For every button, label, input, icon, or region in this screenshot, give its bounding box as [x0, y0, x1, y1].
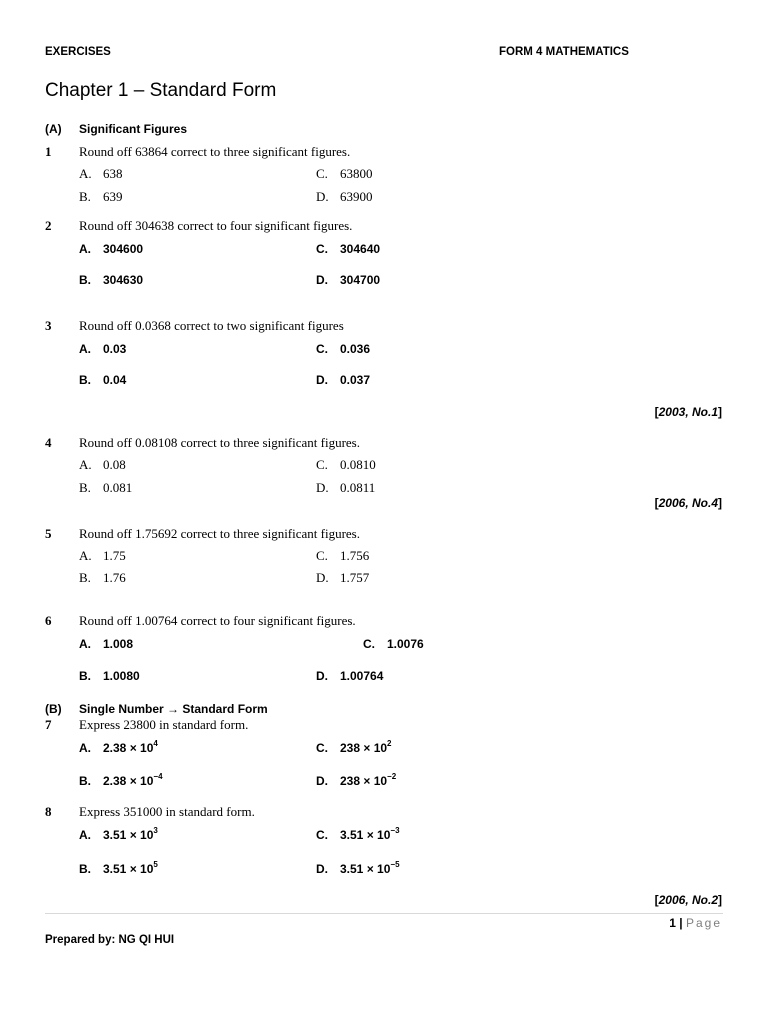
option-b: B. 639 [79, 189, 123, 204]
question-number: 3 [45, 318, 52, 333]
option-d: D. 304700 [316, 273, 381, 287]
page-title: Chapter 1 – Standard Form [45, 80, 277, 101]
option-c: C. $3.51 \times 10^{-3}$ [316, 826, 400, 842]
footer-divider [45, 913, 723, 914]
section-a-label: (A) [45, 122, 62, 136]
option-a: A. 1.75 [79, 548, 126, 563]
section-a-title: Significant Figures [79, 122, 188, 136]
option-c: C. 1.0076 [363, 637, 424, 651]
question-number: 2 [45, 218, 52, 233]
question-number: 7 [45, 717, 52, 732]
option-b: B. 0.04 [79, 373, 127, 387]
option-a: A. 0.03 [79, 342, 127, 356]
option-a: A. 0.08 [79, 457, 126, 472]
option-a: A. 1.008 [79, 637, 134, 651]
prepared-by: Prepared by: NG QI HUI [45, 934, 175, 946]
header-left: EXERCISES [45, 46, 111, 58]
option-c: C. 0.036 [316, 342, 371, 356]
option-d: D. 63900 [316, 189, 373, 204]
option-a: A. 638 [79, 166, 123, 181]
option-a: A. $2.38 \times 10^4$ [79, 739, 158, 755]
section-b-label: (B) [45, 702, 62, 716]
question-text: Round off 0.08108 correct to three significant figures. [79, 435, 360, 450]
option-a: A. 304600 [79, 242, 144, 256]
option-c: C. $238 \times 10^2$ [316, 739, 392, 755]
option-b: B. 1.76 [79, 570, 126, 585]
past-year-reference: [2006, No.4] [654, 496, 722, 510]
past-year-reference: [2003, No.1] [654, 405, 722, 419]
question-text: Express 351000 in standard form. [79, 804, 255, 819]
past-year-reference: [2006, No.2] [654, 893, 722, 907]
option-c: C. 304640 [316, 242, 381, 256]
question-number: 4 [45, 435, 52, 450]
option-a: A. $3.51 \times 10^3$ [79, 826, 158, 842]
option-d: D. 1.757 [316, 570, 370, 585]
header-right: FORM 4 MATHEMATICS [499, 46, 629, 58]
option-d: D. 0.0811 [316, 480, 376, 495]
option-d: D. 0.037 [316, 373, 371, 387]
question-text: Round off 63864 correct to three significant figures. [79, 144, 351, 159]
option-b: B. 304630 [79, 273, 144, 287]
option-c: C. 0.0810 [316, 457, 376, 472]
question-number: 1 [45, 144, 52, 159]
section-b-title: Single Number → Standard Form [79, 702, 268, 716]
option-b: B. $3.51 \times 10^5$ [79, 860, 158, 876]
question-text: Round off 0.0368 correct to two significant figures [79, 318, 344, 333]
question-number: 8 [45, 804, 52, 819]
option-c: C. 1.756 [316, 548, 370, 563]
question-text: Round off 1.00764 correct to four significant figures. [79, 613, 356, 628]
option-c: C. 63800 [316, 166, 373, 181]
page-number: 1 | Page [669, 916, 722, 930]
option-d: D. $3.51 \times 10^{-5}$ [316, 860, 400, 876]
question-number: 6 [45, 613, 52, 628]
question-text: Express 23800 in standard form. [79, 717, 249, 732]
option-b: B. 1.0080 [79, 669, 140, 683]
question-text: Round off 1.75692 correct to three significant figures. [79, 526, 360, 541]
question-number: 5 [45, 526, 52, 541]
option-b: B. 0.081 [79, 480, 133, 495]
question-text: Round off 304638 correct to four significant figures. [79, 218, 353, 233]
option-b: B. $2.38 \times 10^{-4}$ [79, 772, 163, 788]
option-d: D. $238 \times 10^{-2}$ [316, 772, 397, 788]
option-d: D. 1.00764 [316, 669, 384, 683]
